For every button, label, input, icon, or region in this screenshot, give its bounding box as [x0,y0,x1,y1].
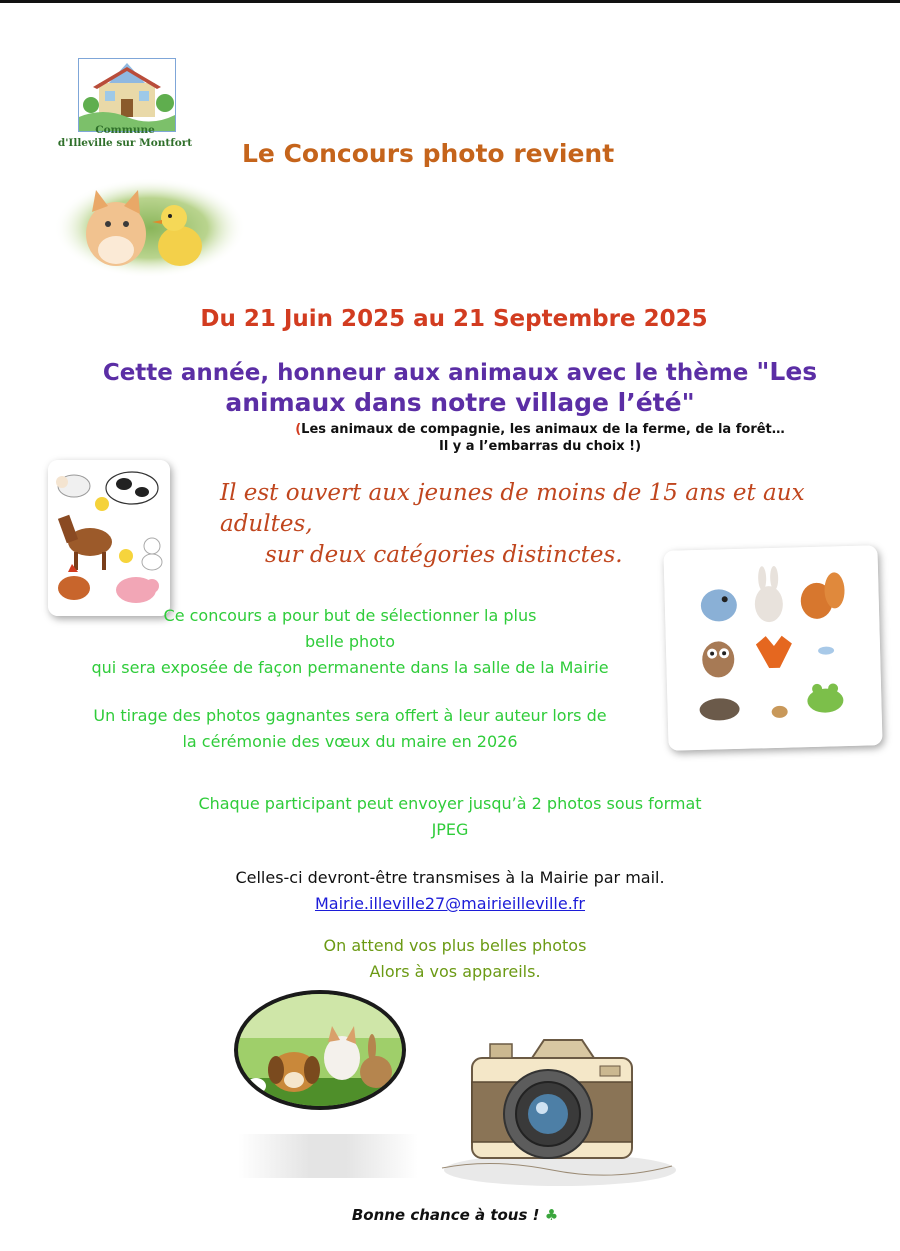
camera-sketch-icon [432,1030,688,1188]
four-leaf-clover-icon: ♣ [544,1206,559,1224]
forest-animals-icon [663,545,882,751]
theme-sub-line-2: Il y a l’embarras du choix !) [438,439,642,454]
eligibility-line-2: sur deux catégories distinctes. [265,542,623,568]
purpose-line-3: qui sera exposée de façon permanente dans la salle de la Mairie [91,658,609,677]
purpose-line-2: belle photo [305,632,395,651]
village-logo [78,58,176,132]
submission-paragraph [150,865,750,917]
logo-caption [40,124,210,150]
email-link[interactable]: Mairie.illeville27@mairieilleville.fr [314,894,586,913]
eligibility-line-1: Il est ouvert aux jeunes de moins de 15 ans et aux adultes, [220,480,805,537]
theme-subtitle [230,421,850,455]
farm-animals-icon [48,460,170,616]
theme-sub-line-1: (Les animaux de compagnie, les animaux de la ferme, de la forêt… [295,422,785,437]
logo-line-1: Commune [95,124,155,136]
camera-illustration [432,1030,688,1188]
purpose-paragraph [50,603,650,681]
pets-photo [232,988,408,1112]
theme-sub-line-1-text: Les animaux de compagnie, les animaux de la ferme, de la forêt… [301,422,785,437]
good-luck-text: Bonne chance à tous ! [351,1206,540,1224]
rules-line-2: JPEG [431,820,469,839]
prize-line-1: Un tirage des photos gagnantes sera offert à leur auteur lors de [93,706,607,725]
rules-line-1: Chaque participant peut envoyer jusqu’à 2 photos sous format [198,794,702,813]
purpose-line-1: Ce concours a pour but de sélectionner la plus [163,606,537,625]
rules-paragraph [150,791,750,843]
good-luck-message [0,1206,900,1224]
farm-animals-card [48,460,170,616]
prize-line-2: la cérémonie des vœux du maire en 2026 [182,732,518,751]
theme-heading [60,357,860,419]
theme-title: "Les animaux dans notre village l’été" [225,357,818,417]
village-house-logo-icon [79,59,175,131]
prize-paragraph [50,703,650,755]
submission-line-1: Celles-ci devront-être transmises à la Mairie par mail. [235,868,665,887]
theme-lead: Cette année, honneur aux animaux avec le thème [102,360,757,386]
forest-animals-card [663,545,882,751]
closing-line-1: On attend vos plus belles photos [323,936,587,955]
kitten-and-duckling-icon [52,176,248,280]
closing-paragraph [155,933,755,985]
pets-photo-reflection [238,1134,418,1178]
logo-line-2: d'Illeville sur Montfort [57,137,193,149]
contest-dates: Du 21 Juin 2025 au 21 Septembre 2025 [200,306,708,332]
puppy-kitten-rabbit-icon [232,988,408,1112]
closing-line-2: Alors à vos appareils. [369,962,541,981]
page-title: Le Concours photo revient [242,139,615,168]
kitten-duckling-photo [52,176,248,280]
top-border [0,0,900,3]
